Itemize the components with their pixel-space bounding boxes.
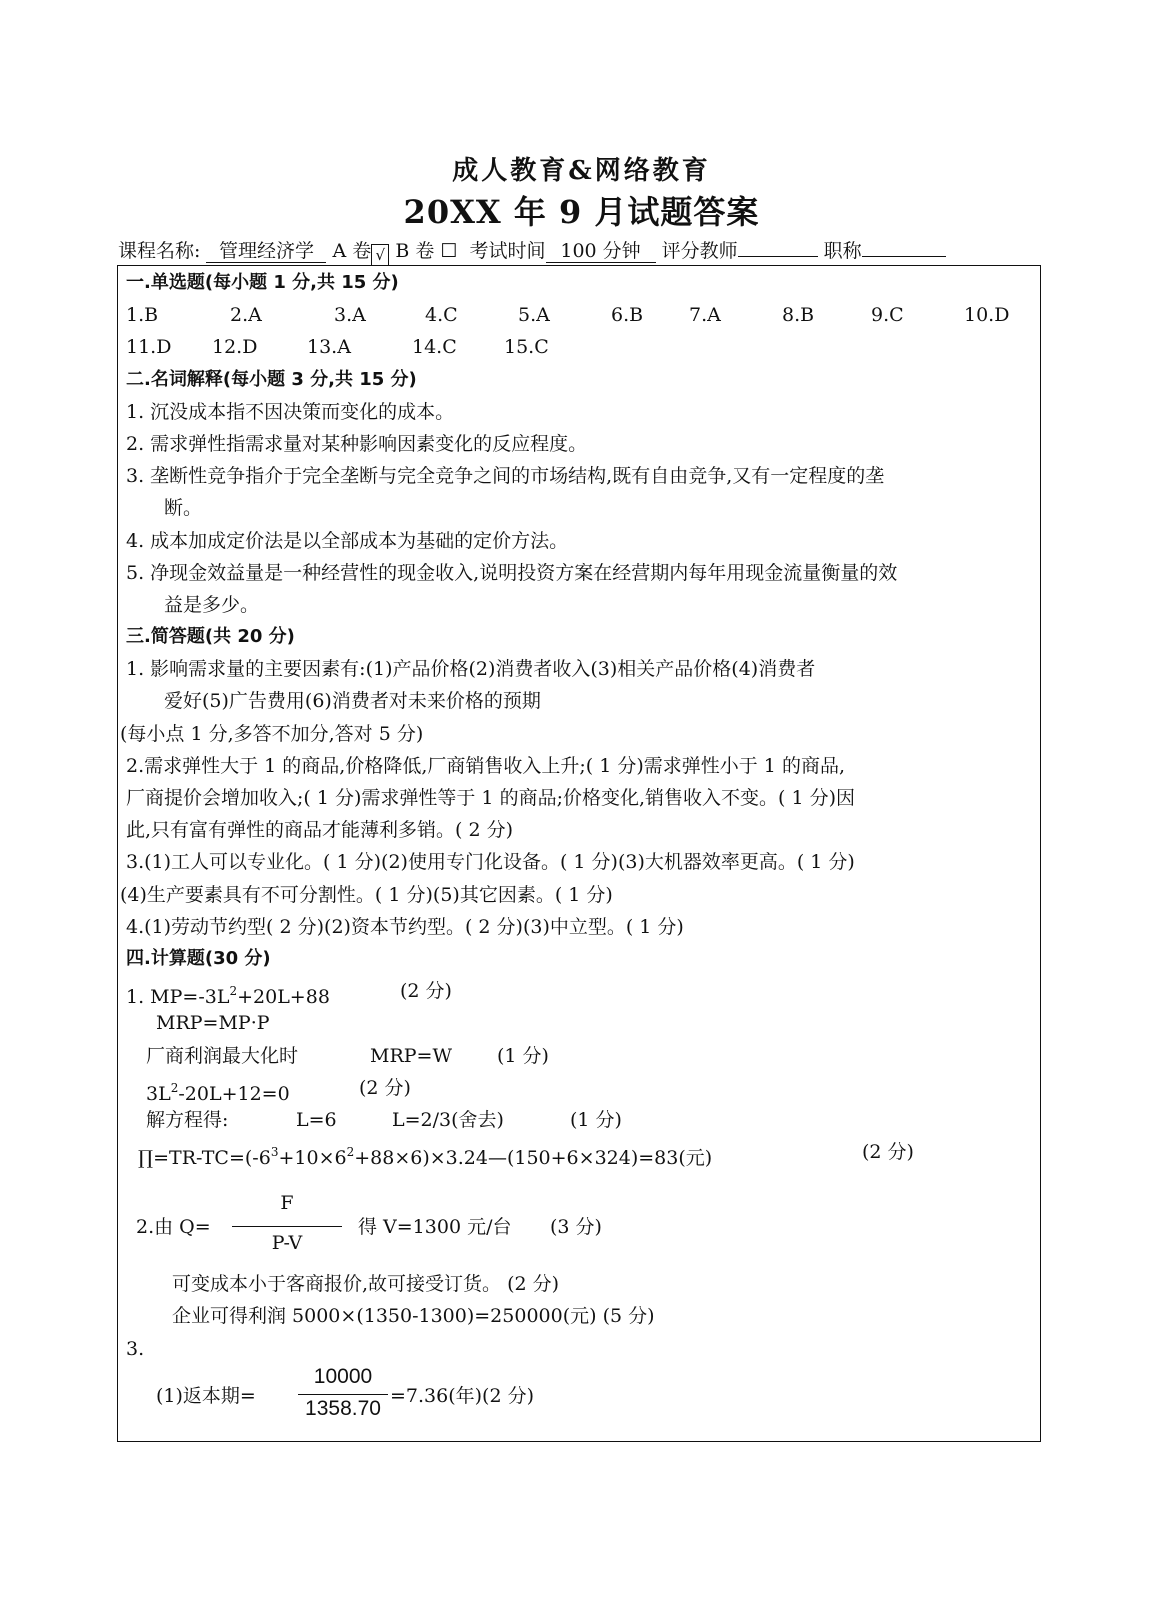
- paper-a-checkbox[interactable]: √: [371, 244, 389, 266]
- calc-3-block: [126, 1365, 1036, 1425]
- fraction: [298, 1365, 388, 1425]
- course-label: 课程名称:: [118, 240, 201, 262]
- numerator: F: [280, 1192, 294, 1215]
- paper-a-label: A 卷: [332, 240, 372, 262]
- choice-row-1: [126, 299, 1036, 331]
- definition-5-cont: 益是多少。: [164, 593, 260, 616]
- fraction: [232, 1192, 342, 1262]
- denominator: 1358.70: [305, 1396, 381, 1420]
- choice-answer: 12.D: [212, 336, 258, 359]
- superscript: 2: [229, 984, 238, 999]
- calc-2-line-3: 企业可得利润 5000×(1350-1300)=250000(元) (5 分): [172, 1305, 655, 1328]
- choice-answer: 13.A: [307, 336, 351, 359]
- formula-prefix: (1)返本期=: [156, 1384, 256, 1407]
- course-value: 管理经济学: [206, 240, 326, 263]
- definition-1: 1. 沉没成本指不因决策而变化的成本。: [126, 400, 455, 423]
- job-title-label: 职称: [823, 240, 862, 262]
- course-info-line: [118, 236, 1038, 266]
- grader-field[interactable]: [738, 256, 818, 257]
- choice-answer: 2.A: [230, 304, 262, 327]
- short-answer-4: 4.(1)劳动节约型( 2 分)(2)资本节约型。( 2 分)(3)中立型。( 1 分): [126, 915, 684, 938]
- formula: 得 V=1300 元/台: [358, 1216, 512, 1239]
- section-1-heading: 一.单选题(每小题 1 分,共 15 分): [126, 272, 399, 293]
- score: (2 分): [400, 980, 452, 1003]
- calc-1-line-6: [126, 1136, 1036, 1168]
- short-answer-3: 3.(1)工人可以专业化。( 1 分)(2)使用专门化设备。( 1 分)(3)大机器效率更高。( 1 分): [126, 851, 855, 874]
- exam-time-label: 考试时间: [469, 240, 546, 262]
- paper-b-label: B 卷: [395, 240, 435, 262]
- formula: $3L^2-20L+12=0$: [146, 1080, 290, 1105]
- exam-time-value: 100 分钟: [546, 240, 656, 263]
- exam-title: 20XX 年 9 月试题答案: [403, 193, 760, 231]
- formula: L=6: [296, 1108, 337, 1131]
- choice-answer: 10.D: [964, 304, 1010, 327]
- calc-text: 厂商利润最大化时: [146, 1044, 299, 1067]
- choice-answer: 11.D: [126, 336, 172, 359]
- choice-answer: 5.A: [518, 304, 550, 327]
- calc-3-label: 3.: [126, 1337, 145, 1360]
- section-4-heading: 四.计算题(30 分): [126, 947, 271, 969]
- short-answer-1-note: (每小点 1 分,多答不加分,答对 5 分): [120, 722, 424, 745]
- choice-answer: 1.B: [126, 304, 159, 327]
- definition-2: 2. 需求弹性指需求量对某种影响因素变化的反应程度。: [126, 432, 588, 455]
- institution-title: 成人教育&网络教育: [452, 156, 711, 186]
- choice-answer: 6.B: [611, 304, 644, 327]
- choice-row-2: [126, 331, 1036, 363]
- section-3-heading: 三.简答题(共 20 分): [126, 626, 295, 648]
- short-answer-2: 2.需求弹性大于 1 的商品,价格降低,厂商销售收入上升;( 1 分)需求弹性小于 1 的商品,: [126, 754, 845, 777]
- numerator: 10000: [313, 1364, 373, 1388]
- fraction-bar: [232, 1226, 342, 1227]
- formula: L=2/3(舍去): [392, 1108, 504, 1131]
- formula: 1. MP=-3L: [126, 986, 230, 1009]
- denominator: P-V: [271, 1232, 303, 1255]
- short-answer-1: 1. 影响需求量的主要因素有:(1)产品价格(2)消费者收入(3)相关产品价格(4)消费者: [126, 658, 816, 681]
- formula: $\prod=TR-TC=(-6^3+10\times 6^2+88\times 6)\times 3.24—(150+6\times 324)=83$(元): [138, 1145, 713, 1170]
- grader-label: 评分教师: [661, 240, 738, 262]
- formula: +20L+88: [237, 986, 330, 1009]
- choice-answer: 7.A: [689, 304, 721, 327]
- score: (3 分): [550, 1216, 602, 1239]
- choice-answer: 8.B: [782, 304, 815, 327]
- paper-b-checkbox[interactable]: ☐: [440, 240, 458, 262]
- section-2-heading: 二.名词解释(每小题 3 分,共 15 分): [126, 368, 417, 390]
- answer-content: [120, 267, 1036, 1425]
- calc-2-line-2: 可变成本小于客商报价,故可接受订货。 (2 分): [172, 1273, 560, 1296]
- calc-1-line-4: [126, 1072, 1036, 1104]
- score: (2 分): [359, 1076, 411, 1099]
- score: (2 分): [862, 1141, 914, 1164]
- choice-answer: 4.C: [425, 304, 458, 327]
- choice-answer: 15.C: [504, 336, 549, 359]
- formula-result: =7.36(年)(2 分): [390, 1384, 535, 1407]
- short-answer-2-cont: 厂商提价会增加收入;( 1 分)需求弹性等于 1 的商品;价格变化,销售收入不变。( 1 分)因: [126, 787, 855, 809]
- definition-3: 3. 垄断性竞争指介于完全垄断与完全竞争之间的市场结构,既有自由竞争,又有一定程度的垄: [126, 465, 885, 488]
- calc-1-line-2: MRP=MP·P: [156, 1012, 270, 1035]
- score: (1 分): [497, 1044, 549, 1067]
- formula: 2.由 Q=: [136, 1216, 211, 1239]
- calc-1-line-5: [126, 1104, 1036, 1136]
- calc-text: 解方程得:: [146, 1108, 229, 1131]
- short-answer-3-cont: (4)生产要素具有不可分割性。( 1 分)(5)其它因素。( 1 分): [120, 883, 613, 906]
- calc-1-line-1: [126, 975, 1036, 1007]
- choice-answer: 3.A: [334, 304, 366, 327]
- choice-answer: 9.C: [871, 304, 904, 327]
- short-answer-1-cont: 爱好(5)广告费用(6)消费者对未来价格的预期: [164, 690, 541, 713]
- definition-4: 4. 成本加成定价法是以全部成本为基础的定价方法。: [126, 529, 569, 552]
- score: (1 分): [570, 1108, 622, 1131]
- calc-2-block: [126, 1168, 1036, 1264]
- definition-3-cont: 断。: [164, 497, 203, 520]
- calc-1-line-3: [126, 1040, 1036, 1072]
- job-title-field[interactable]: [862, 256, 946, 257]
- short-answer-2-cont: 此,只有富有弹性的商品才能薄利多销。( 2 分): [126, 819, 514, 842]
- definition-5: 5. 净现金效益量是一种经营性的现金收入,说明投资方案在经营期内每年用现金流量衡量的效: [126, 561, 898, 584]
- formula: MRP=W: [370, 1044, 452, 1067]
- choice-answer: 14.C: [412, 336, 457, 359]
- fraction-bar: [298, 1394, 388, 1395]
